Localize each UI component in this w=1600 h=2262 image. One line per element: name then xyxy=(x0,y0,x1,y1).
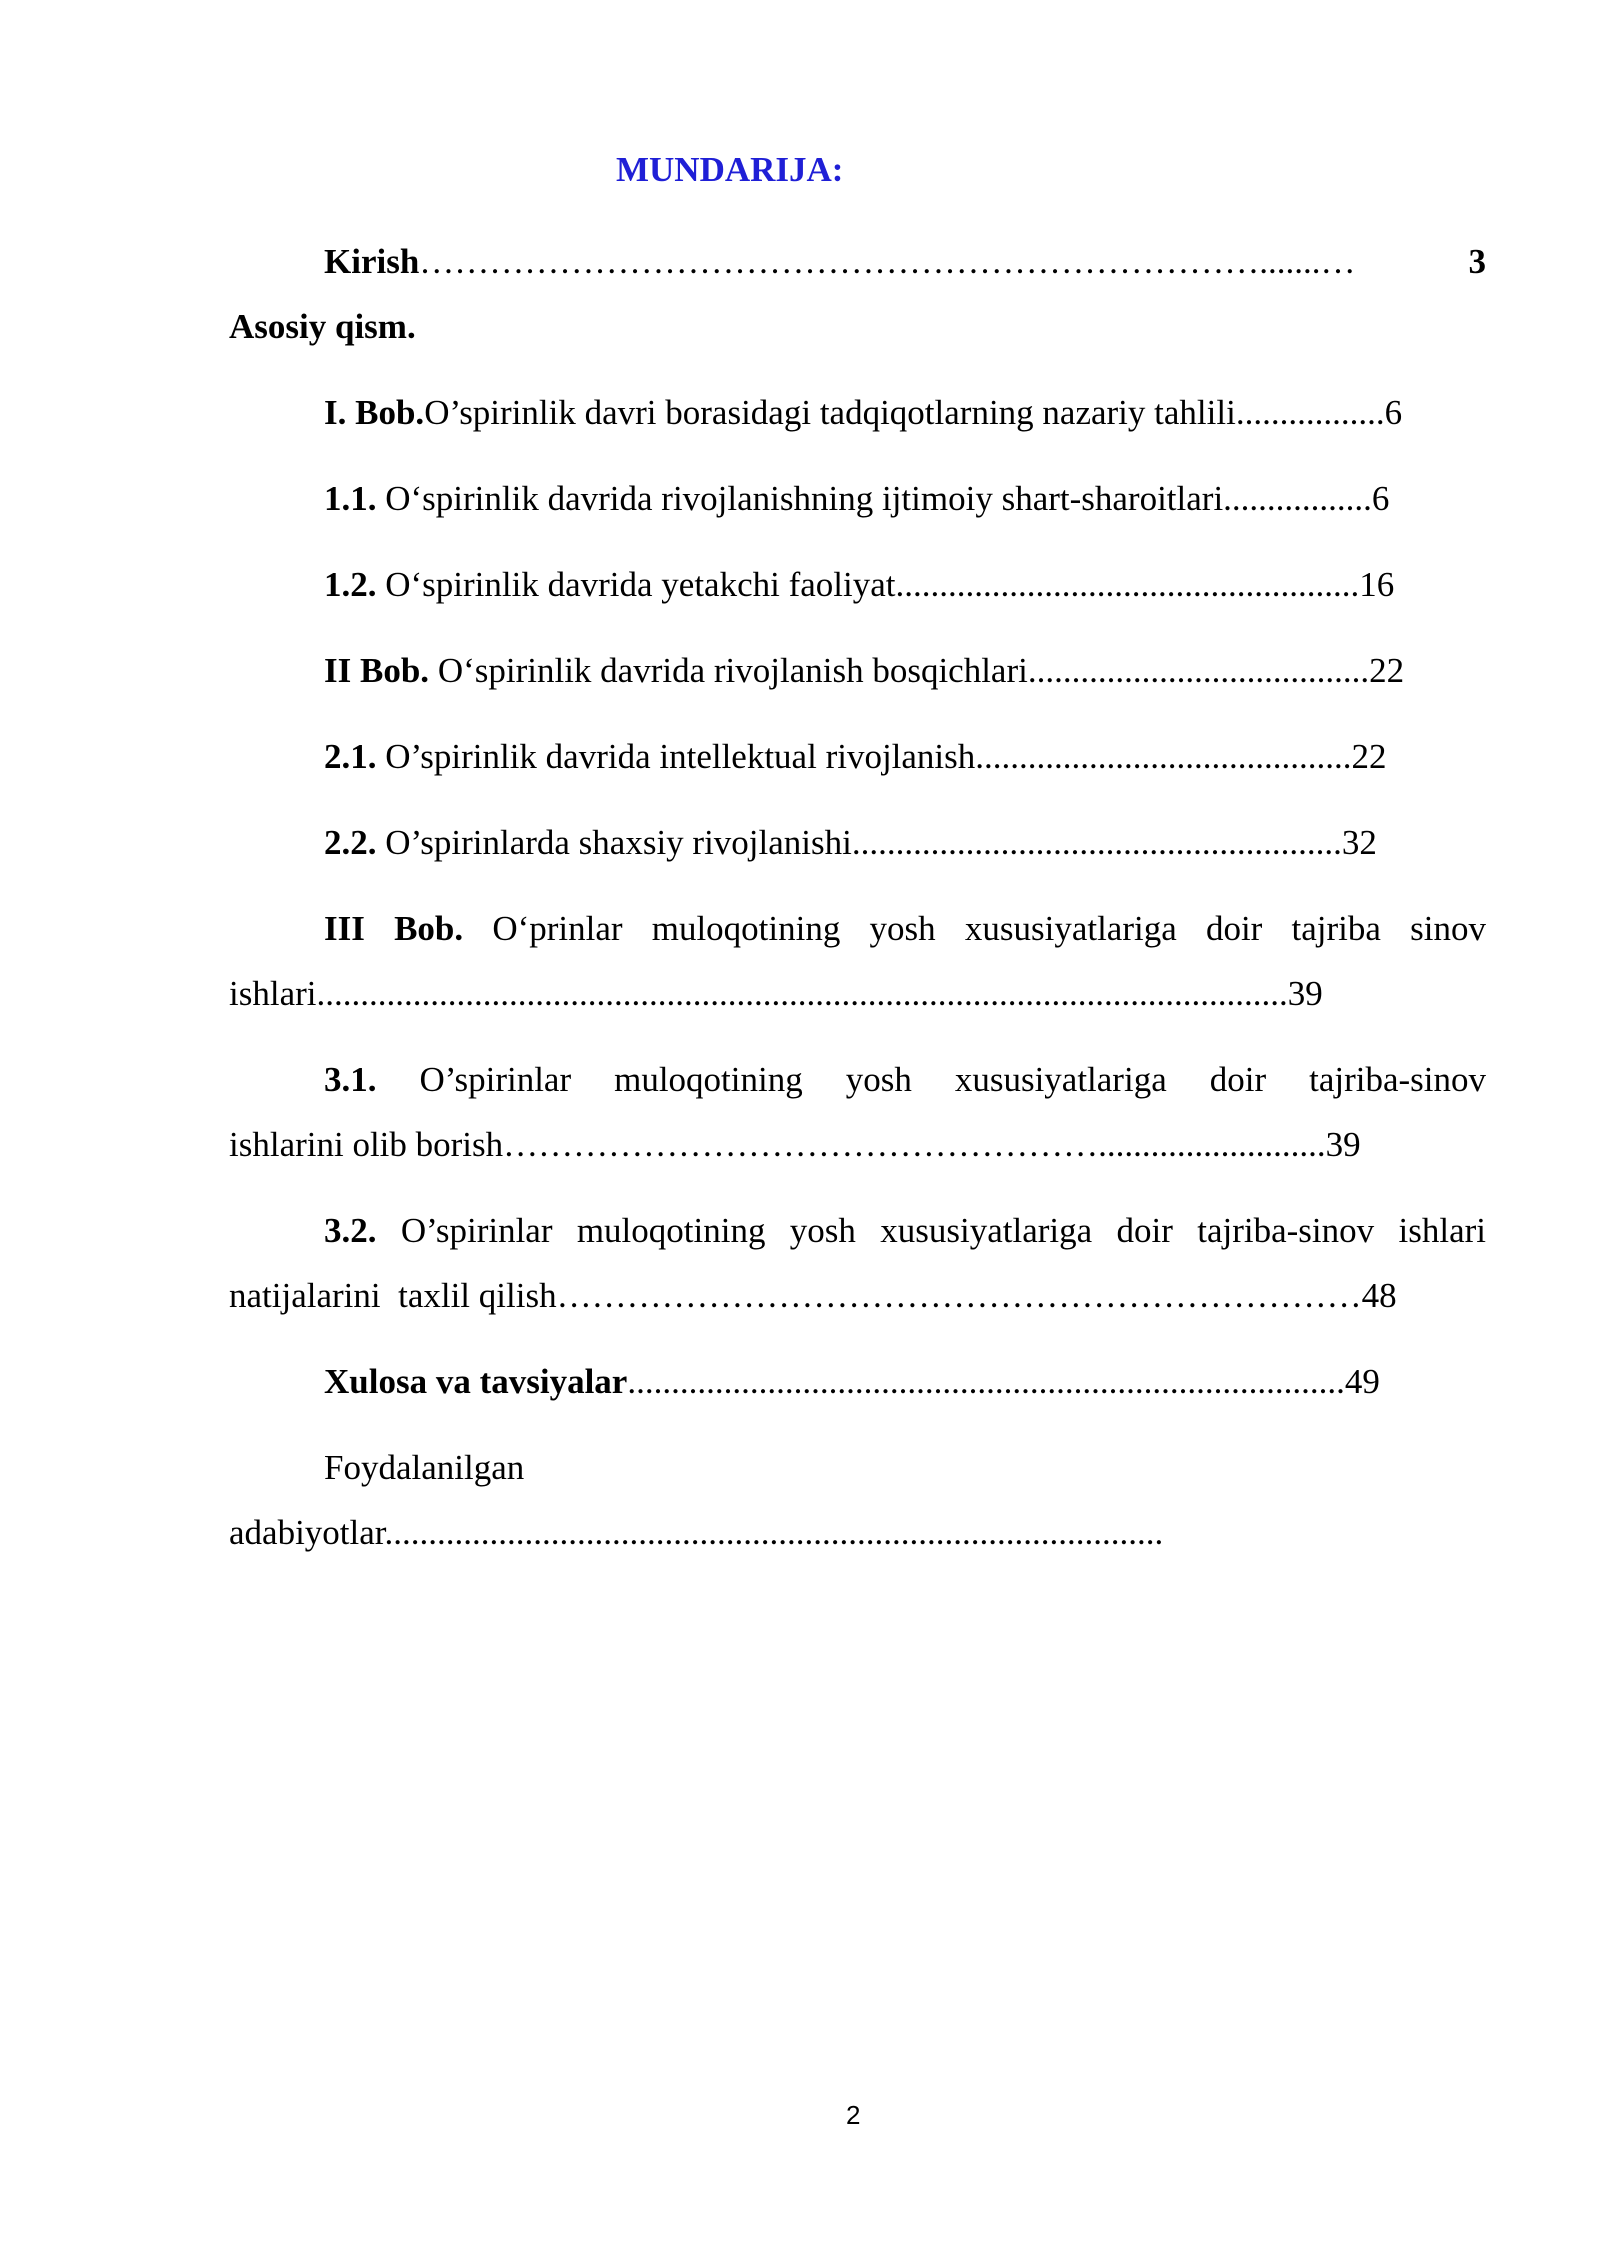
toc-word: 3.2. xyxy=(324,1211,377,1250)
toc-leader: ................. xyxy=(1223,479,1372,518)
toc-page-number: 3 xyxy=(1468,242,1486,281)
toc-word: xususiyatlariga xyxy=(964,909,1177,948)
toc-number: 1.2. xyxy=(324,565,377,604)
toc-word: muloqotining xyxy=(651,909,841,948)
toc-page-number: 6 xyxy=(1384,393,1403,432)
toc-word: III xyxy=(324,909,365,948)
toc-entry-xulosa xyxy=(324,1362,1380,1402)
toc-word: doir xyxy=(1205,909,1263,948)
toc-word: O’spirinlar xyxy=(400,1211,553,1250)
toc-entry-3-1-line1 xyxy=(324,1060,1486,1100)
toc-word: yosh xyxy=(789,1211,856,1250)
toc-word: O’spirinlar xyxy=(419,1060,572,1099)
toc-entry-bob2 xyxy=(324,651,1404,691)
toc-heading: MUNDARIJA: xyxy=(616,150,844,189)
toc-word: tajriba xyxy=(1291,909,1381,948)
toc-leader: .................................................................................. xyxy=(627,1362,1345,1401)
toc-word: doir xyxy=(1209,1060,1267,1099)
toc-entry-3-1-line2 xyxy=(229,1125,1361,1165)
toc-word: xususiyatlariga xyxy=(880,1211,1093,1250)
toc-leader: ……………………………………………………………….......… xyxy=(419,242,1356,281)
toc-word: sinov xyxy=(1410,909,1486,948)
toc-page-number: 49 xyxy=(1344,1362,1380,1401)
toc-entry-1-1 xyxy=(324,479,1389,519)
toc-entry-2-1 xyxy=(324,737,1387,777)
toc-word: yosh xyxy=(869,909,936,948)
toc-entry-1-2 xyxy=(324,565,1394,605)
toc-entry-3-2-line2 xyxy=(229,1276,1397,1316)
toc-word: xususiyatlariga xyxy=(954,1060,1167,1099)
toc-word: doir xyxy=(1116,1211,1173,1250)
toc-leader: ........................................... xyxy=(975,737,1352,776)
toc-word: Bob. xyxy=(394,909,464,948)
toc-section-asosiy: Asosiy qism. xyxy=(229,307,416,346)
toc-leader: ......................................................................................... xyxy=(384,1513,1164,1552)
toc-number: II Bob. xyxy=(324,651,430,690)
toc-leader: ....................................... xyxy=(1027,651,1370,690)
toc-title: O’spirinlik davrida intellektual rivojlanish xyxy=(376,737,976,776)
toc-word: tajriba-sinov xyxy=(1197,1211,1375,1250)
toc-title: O‘spirinlik davrida yetakchi faoliyat xyxy=(376,565,896,604)
page-number: 2 xyxy=(846,2100,861,2130)
toc-title-continuation: ishlarini olib borish xyxy=(229,1125,504,1164)
toc-title: O‘spirinlik davrida rivojlanishning ijtimoiy shart-sharoitlari xyxy=(376,479,1224,518)
toc-title: O’spirinlarda shaxsiy rivojlanishi xyxy=(376,823,852,862)
toc-entry-2-2 xyxy=(324,823,1377,863)
toc-label: adabiyotlar xyxy=(229,1513,385,1552)
toc-leader: ............................................................................................................... xyxy=(316,974,1288,1013)
toc-title: O’spirinlik davri borasidagi tadqiqotlarning nazariy tahlili xyxy=(424,393,1236,432)
toc-entry-bob3-line1 xyxy=(324,909,1486,949)
toc-leader: …………………………………………………………… xyxy=(556,1276,1362,1315)
toc-entry-3-2-line1 xyxy=(324,1211,1486,1251)
toc-entry-adabiyotlar-line2 xyxy=(229,1513,1163,1553)
toc-title: O‘spirinlik davrida rivojlanish bosqichlari xyxy=(429,651,1028,690)
toc-word: ishlari xyxy=(1398,1211,1486,1250)
toc-word: 3.1. xyxy=(324,1060,377,1099)
toc-page-number: 39 xyxy=(1325,1125,1361,1164)
toc-entry-adabiyotlar-line1: Foydalanilgan xyxy=(324,1448,525,1487)
toc-number: 2.1. xyxy=(324,737,377,776)
toc-word: O‘prinlar xyxy=(492,909,623,948)
toc-page-number: 16 xyxy=(1359,565,1395,604)
toc-entry-kirish xyxy=(324,242,1486,282)
toc-title-continuation: ishlari xyxy=(229,974,317,1013)
toc-title-continuation: natijalarini taxlil qilish xyxy=(229,1276,557,1315)
toc-number: 2.2. xyxy=(324,823,377,862)
toc-page-number: 32 xyxy=(1341,823,1377,862)
toc-page-number: 48 xyxy=(1361,1276,1397,1315)
toc-page-number: 6 xyxy=(1371,479,1390,518)
toc-leader: ................. xyxy=(1235,393,1385,432)
toc-leader: …………………………………………….......................... xyxy=(503,1125,1326,1164)
toc-number: 1.1. xyxy=(324,479,377,518)
toc-word: muloqotining xyxy=(576,1211,766,1250)
toc-label: Xulosa va tavsiyalar xyxy=(324,1362,628,1401)
toc-page-number: 22 xyxy=(1351,737,1387,776)
toc-page-number: 22 xyxy=(1369,651,1405,690)
toc-number: I. Bob. xyxy=(324,393,425,432)
toc-label: Kirish xyxy=(324,242,420,281)
toc-entry-bob1 xyxy=(324,393,1402,433)
toc-word: muloqotining xyxy=(614,1060,803,1099)
toc-leader: ........................................................ xyxy=(851,823,1342,862)
toc-leader: ..................................................... xyxy=(895,565,1360,604)
toc-entry-bob3-line2 xyxy=(229,974,1323,1014)
toc-word: tajriba-sinov xyxy=(1309,1060,1486,1099)
toc-word: yosh xyxy=(845,1060,912,1099)
toc-page-number: 39 xyxy=(1287,974,1323,1013)
